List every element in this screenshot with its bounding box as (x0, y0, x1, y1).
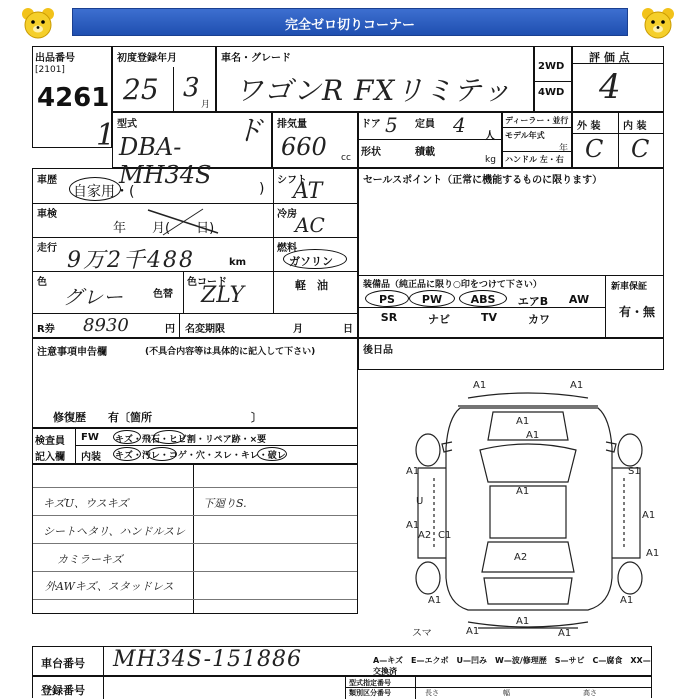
ext-int-box (572, 112, 664, 168)
mascot-bear-right-icon (640, 6, 676, 40)
cargo-label: 積載 (415, 147, 435, 158)
back-items-label: 後日品 (363, 345, 393, 356)
dealer-box (502, 112, 572, 168)
seats-value: 4 (453, 113, 466, 137)
inspection-strike (143, 205, 223, 237)
inspector-int: 内装 (81, 452, 101, 463)
chassis-label: 車台番号 (41, 657, 85, 670)
inspector-fw-items: キズ・飛石・ヒビ割・リペア跡・×要 (115, 435, 267, 445)
kg-unit: kg (485, 155, 496, 165)
name-change-label: 名変期限 (185, 324, 225, 335)
damage-mark: A1 (466, 626, 480, 637)
cc-label: 排気量 (277, 119, 307, 130)
note-5: 外AWキズ、スタッドレス (45, 580, 174, 593)
selling-points-label: セールスポイント（正常に機能するものに限ります） (363, 175, 603, 186)
handle-label: ハンドル 左・右 (505, 155, 564, 164)
fuel-gas: ガソリン (289, 255, 333, 268)
shift-value: AT (293, 179, 323, 204)
door-label: ドア (361, 119, 381, 130)
equipment-item: カワ (528, 313, 550, 326)
repair-history: 修復歴 有〔箇所 〕 (53, 411, 262, 424)
ac-value: AC (295, 213, 325, 237)
reg-year: 25 (123, 73, 159, 106)
shift-label: シフト (277, 175, 307, 186)
inspector-fw: FW (81, 432, 99, 443)
equipment-item: PW (421, 293, 443, 306)
drive-2wd: 2WD (538, 61, 565, 72)
int-label: 内 装 (623, 121, 647, 132)
score-label: 評 価 点 (589, 51, 630, 64)
note-2: 下廻りS. (203, 497, 247, 510)
notes-label-sub: (不具合内容等は具体的に記入して下さい) (145, 347, 316, 357)
equipment-item: エアB (517, 295, 549, 308)
damage-mark: A1 (646, 548, 660, 559)
int-grade: C (631, 135, 650, 163)
drive-box (534, 46, 572, 112)
damage-mark: A1 (642, 510, 656, 521)
ext-label: 外 装 (577, 121, 601, 132)
damage-mark: スマ (412, 628, 432, 639)
color-code-label: 色コード (187, 277, 227, 288)
margin-mark: 1 (96, 118, 116, 153)
usage-value: 自家用・( (73, 184, 135, 200)
mascot-bear-left-icon (20, 6, 56, 40)
inspector-label2: 記入欄 (35, 452, 65, 463)
damage-mark: A1 (473, 380, 487, 391)
first-reg-label: 初度登録年月 (117, 53, 177, 64)
drive-4wd: 4WD (538, 87, 565, 98)
damage-mark: A1 (516, 416, 530, 427)
legend-text: A—キズ E—エクボ U—凹み W—波/修理歴 S—サビ C—腐食 XX—交換済 (373, 656, 651, 676)
usage-circle (69, 177, 121, 201)
lot-number: 4261 (37, 83, 110, 113)
mileage-value: 9万2千488 (67, 248, 195, 273)
color-label: 色 (37, 277, 47, 288)
lot-label: 出品番号 (35, 53, 75, 64)
door-value: 5 (385, 113, 398, 137)
footer-label2: 類別区分番号 (349, 689, 391, 697)
damage-mark: A2 (514, 552, 528, 563)
type-box (112, 112, 272, 189)
cc-value: 660 (281, 133, 327, 161)
year-unit: 年 (559, 144, 569, 154)
score-value: 4 (599, 67, 621, 107)
door-seats-box (358, 112, 502, 168)
model-name: ワゴンR FXリミテッド (235, 74, 512, 147)
footer-cell-2: 幅 (503, 689, 510, 697)
registration-box (32, 676, 652, 698)
score-box (572, 46, 664, 112)
footer-label1: 型式指定番号 (349, 679, 391, 687)
usage-close: ) (259, 181, 265, 197)
damage-mark: A2 (418, 530, 432, 541)
notes-label: 注意事項申告欄 (37, 347, 107, 358)
fuel-kei: 軽 油 (295, 279, 328, 292)
cc-unit: cc (341, 153, 351, 163)
inspector-label1: 検査員 (35, 436, 65, 447)
note-3: シートヘタリ、ハンドルスレ (43, 525, 186, 538)
seats-unit: 人 (485, 131, 495, 142)
damage-mark: A1 (406, 466, 420, 477)
model-year-label: モデル年式 (505, 131, 545, 140)
damage-mark: A1 (428, 595, 442, 606)
recycle-value: 8930 (83, 315, 129, 336)
damage-mark: A1 (620, 595, 634, 606)
recycle-label: R券 (37, 324, 55, 335)
equipment-item: ABS (470, 293, 496, 306)
equipment-item: AW (568, 293, 590, 306)
name-change-month: 月 (293, 324, 303, 335)
equipment-item: PS (379, 293, 395, 306)
back-items-box (358, 338, 664, 370)
equipment-item: ナビ (428, 313, 450, 326)
yen-unit: 円 (165, 324, 175, 335)
handwritten-area (32, 464, 358, 614)
footer-cell-1: 長さ (425, 689, 439, 697)
color-code-value: ZLY (201, 283, 245, 308)
new-car-value: 有・無 (619, 305, 656, 319)
damage-mark: U (416, 496, 424, 507)
damage-mark: A1 (570, 380, 584, 391)
chassis-box (32, 646, 652, 676)
registration-label: 登録番号 (41, 684, 85, 697)
equipment-item: TV (480, 311, 498, 324)
month-unit: 月 (201, 100, 211, 110)
color-change-label: 色替 (153, 289, 173, 300)
notes-box (32, 338, 358, 428)
selling-points-box (358, 168, 664, 338)
banner-bar (72, 8, 628, 36)
car-damage-diagram (398, 378, 664, 640)
footer-cell-3: 高さ (583, 689, 597, 697)
dealer-label: ディーラー・並行 (505, 116, 569, 125)
equipment-circle (459, 290, 507, 307)
ac-label: 冷房 (277, 209, 297, 220)
inspector-box (32, 428, 358, 464)
equipment-circle (365, 290, 409, 307)
damage-mark: A1 (406, 520, 420, 531)
usage-label: 車歴 (37, 175, 57, 186)
model-label: 車名・グレード (221, 53, 291, 64)
fuel-label: 燃料 (277, 243, 297, 254)
type-value: DBA-MH34S (119, 133, 212, 189)
note-1: キズU、ウスキズ (43, 497, 129, 510)
note-4: カミラーキズ (57, 553, 123, 566)
inspection-label: 車検 (37, 209, 57, 220)
lot-code: [2101] (35, 65, 65, 75)
shape-label: 形状 (361, 147, 381, 158)
banner-title: 完全ゼロ切りコーナー (284, 18, 415, 33)
banner (12, 6, 688, 40)
mileage-label: 走行 (37, 243, 57, 254)
km-unit: km (229, 257, 247, 268)
damage-mark: A1 (516, 486, 530, 497)
damage-mark: A1 (526, 430, 540, 441)
ext-grade: C (585, 135, 604, 163)
chassis-value: MH34S-151886 (113, 647, 302, 672)
fuel-circle (283, 249, 347, 269)
name-change-day: 日 (343, 324, 353, 335)
equipment-item: SR (380, 311, 398, 324)
equipment-label: 装備品（純正品に限り○印をつけて下さい） (363, 280, 542, 290)
new-car-label: 新車保証 (611, 282, 648, 292)
color-value: グレー (63, 285, 123, 309)
damage-mark: C1 (438, 530, 452, 541)
damage-mark: A1 (558, 628, 572, 639)
equipment-circle (409, 290, 455, 307)
inspection-value: 年 月( 日) (113, 221, 215, 236)
damage-mark: S1 (628, 466, 641, 477)
specs-box (32, 168, 358, 338)
inspector-int-items: キズ・汚レ・コゲ・穴・スレ・キレ・破レ (115, 451, 286, 461)
seats-label: 定員 (415, 119, 435, 130)
first-registration-box (112, 46, 216, 112)
type-label: 型式 (117, 119, 137, 130)
damage-mark: A1 (516, 616, 530, 627)
reg-month: 3 (183, 73, 200, 103)
cc-box (272, 112, 358, 168)
